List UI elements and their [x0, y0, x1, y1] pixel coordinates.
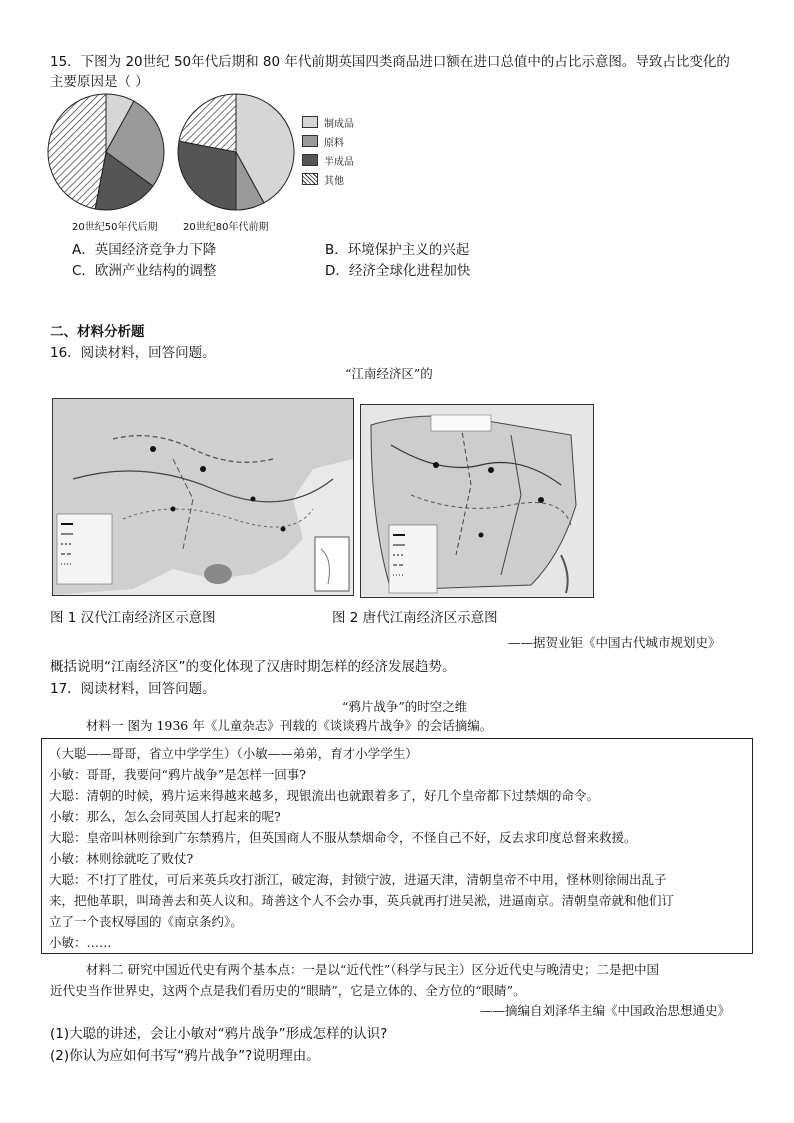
fig2-caption: 图 2 唐代江南经济区示意图 [332, 610, 498, 626]
dialog-line: 立了一个丧权辱国的《南京条约》。 [49, 914, 243, 929]
dialog-line: 小敏：那么，怎么会同英国人打起来的呢? [49, 809, 281, 824]
legend-swatch [302, 135, 318, 147]
q16-source: ——据贺业钜《中国古代城市规划史》 [508, 635, 721, 650]
dialog-line: 大聪：皇帝叫林则徐到广东禁鸦片，但英国商人不服从禁烟命令，不怪自己不好，反去求印度总督来救援。 [49, 830, 637, 845]
q16-heading: “江南经济区”的 [345, 366, 433, 381]
pie-caption-right: 20世纪80年代前期 [183, 222, 269, 233]
q17-prompt: 17．阅读材料，回答问题。 [50, 681, 216, 697]
slice-other [48, 94, 106, 209]
legend-swatch [302, 173, 318, 185]
option-c[interactable]: C．欧洲产业结构的调整 [72, 263, 217, 279]
option-d[interactable]: D．经济全球化进程加快 [325, 263, 471, 279]
q15-stem-line2: 主要原因是（ ） [50, 74, 149, 90]
q16-question: 概括说明“江南经济区”的变化体现了汉唐时期怎样的经济发展趋势。 [50, 659, 456, 675]
q17-sub1: (1)大聪的讲述，会让小敏对“鸦片战争”形成怎样的认识? [50, 1026, 388, 1042]
option-a[interactable]: A．英国经济竞争力下降 [72, 242, 217, 258]
q17-sub2: (2)你认为应如何书写“鸦片战争”?说明理由。 [50, 1048, 320, 1064]
q17-heading: “鸦片战争”的时空之维 [342, 699, 468, 714]
legend-swatch [302, 154, 318, 166]
material2-source: ——摘编自刘泽华主编《中国政治思想通史》 [480, 1003, 731, 1018]
pie-caption-left: 20世纪50年代后期 [72, 222, 158, 233]
legend-item-raw: 原料 [302, 133, 344, 149]
option-b[interactable]: B．环境保护主义的兴起 [325, 242, 470, 258]
legend-item-other: 其他 [302, 171, 344, 187]
fig1-caption: 图 1 汉代江南经济区示意图 [50, 610, 216, 626]
q16-prompt: 16．阅读材料，回答问题。 [50, 345, 216, 361]
pie-chart-1980s [178, 94, 294, 210]
legend-swatch [302, 116, 318, 128]
dialog-line: 大聪：清朝的时候，鸦片运来得越来越多，现银流出也就跟着多了，好几个皇帝都下过禁烟的命令。 [49, 788, 600, 803]
legend-item-manufactured: 制成品 [302, 114, 354, 130]
dialog-line: 小敏：林则徐就吃了败仗? [49, 851, 194, 866]
section-title: 二、材料分析题 [50, 324, 145, 340]
dialog-line: 大聪：不!打了胜仗，可后来英兵攻打浙江，破定海，封锁宁波，进逼天津，清朝皇帝不中用，怪林则徐闹出乱子 [49, 872, 667, 887]
dialog-line: 小敏：哥哥，我要问“鸦片战争”是怎样一回事? [49, 767, 306, 782]
tang-map [360, 404, 594, 598]
han-map [52, 398, 354, 596]
pie-charts [44, 92, 304, 212]
material1-intro: 材料一 图为 1936 年《儿童杂志》刊载的《谈谈鸦片战争》的会话摘编。 [86, 718, 493, 733]
material2-line2: 近代史当作世界史，这两个点是我们看历史的“眼睛”，它是立体的、全方位的“眼睛”。 [50, 983, 526, 998]
dialog-box [41, 738, 753, 954]
dialog-line: 来，把他革职，叫琦善去和英人议和。琦善这个人不会办事，英兵就再打进吴淞，进逼南京。清朝皇帝就和他们订 [49, 893, 675, 908]
q15-stem-line1: 15．下图为 20世纪 50年代后期和 80 年代前期英国四类商品进口额在进口总值中的占比示意图。导致占比变化的 [50, 54, 730, 70]
legend-item-semi: 半成品 [302, 152, 354, 168]
dialog-line: （大聪——哥哥，省立中学学生）（小敏——弟弟，育才小学学生） [49, 746, 418, 761]
material2-line1: 材料二 研究中国近代史有两个基本点：一是以“近代性”（科学与民主）区分近代史与晚清史；二是把中国 [86, 962, 660, 977]
pie-chart-1950s [48, 94, 164, 210]
dialog-line: 小敏：…… [49, 935, 112, 950]
slice-semi [178, 141, 236, 210]
